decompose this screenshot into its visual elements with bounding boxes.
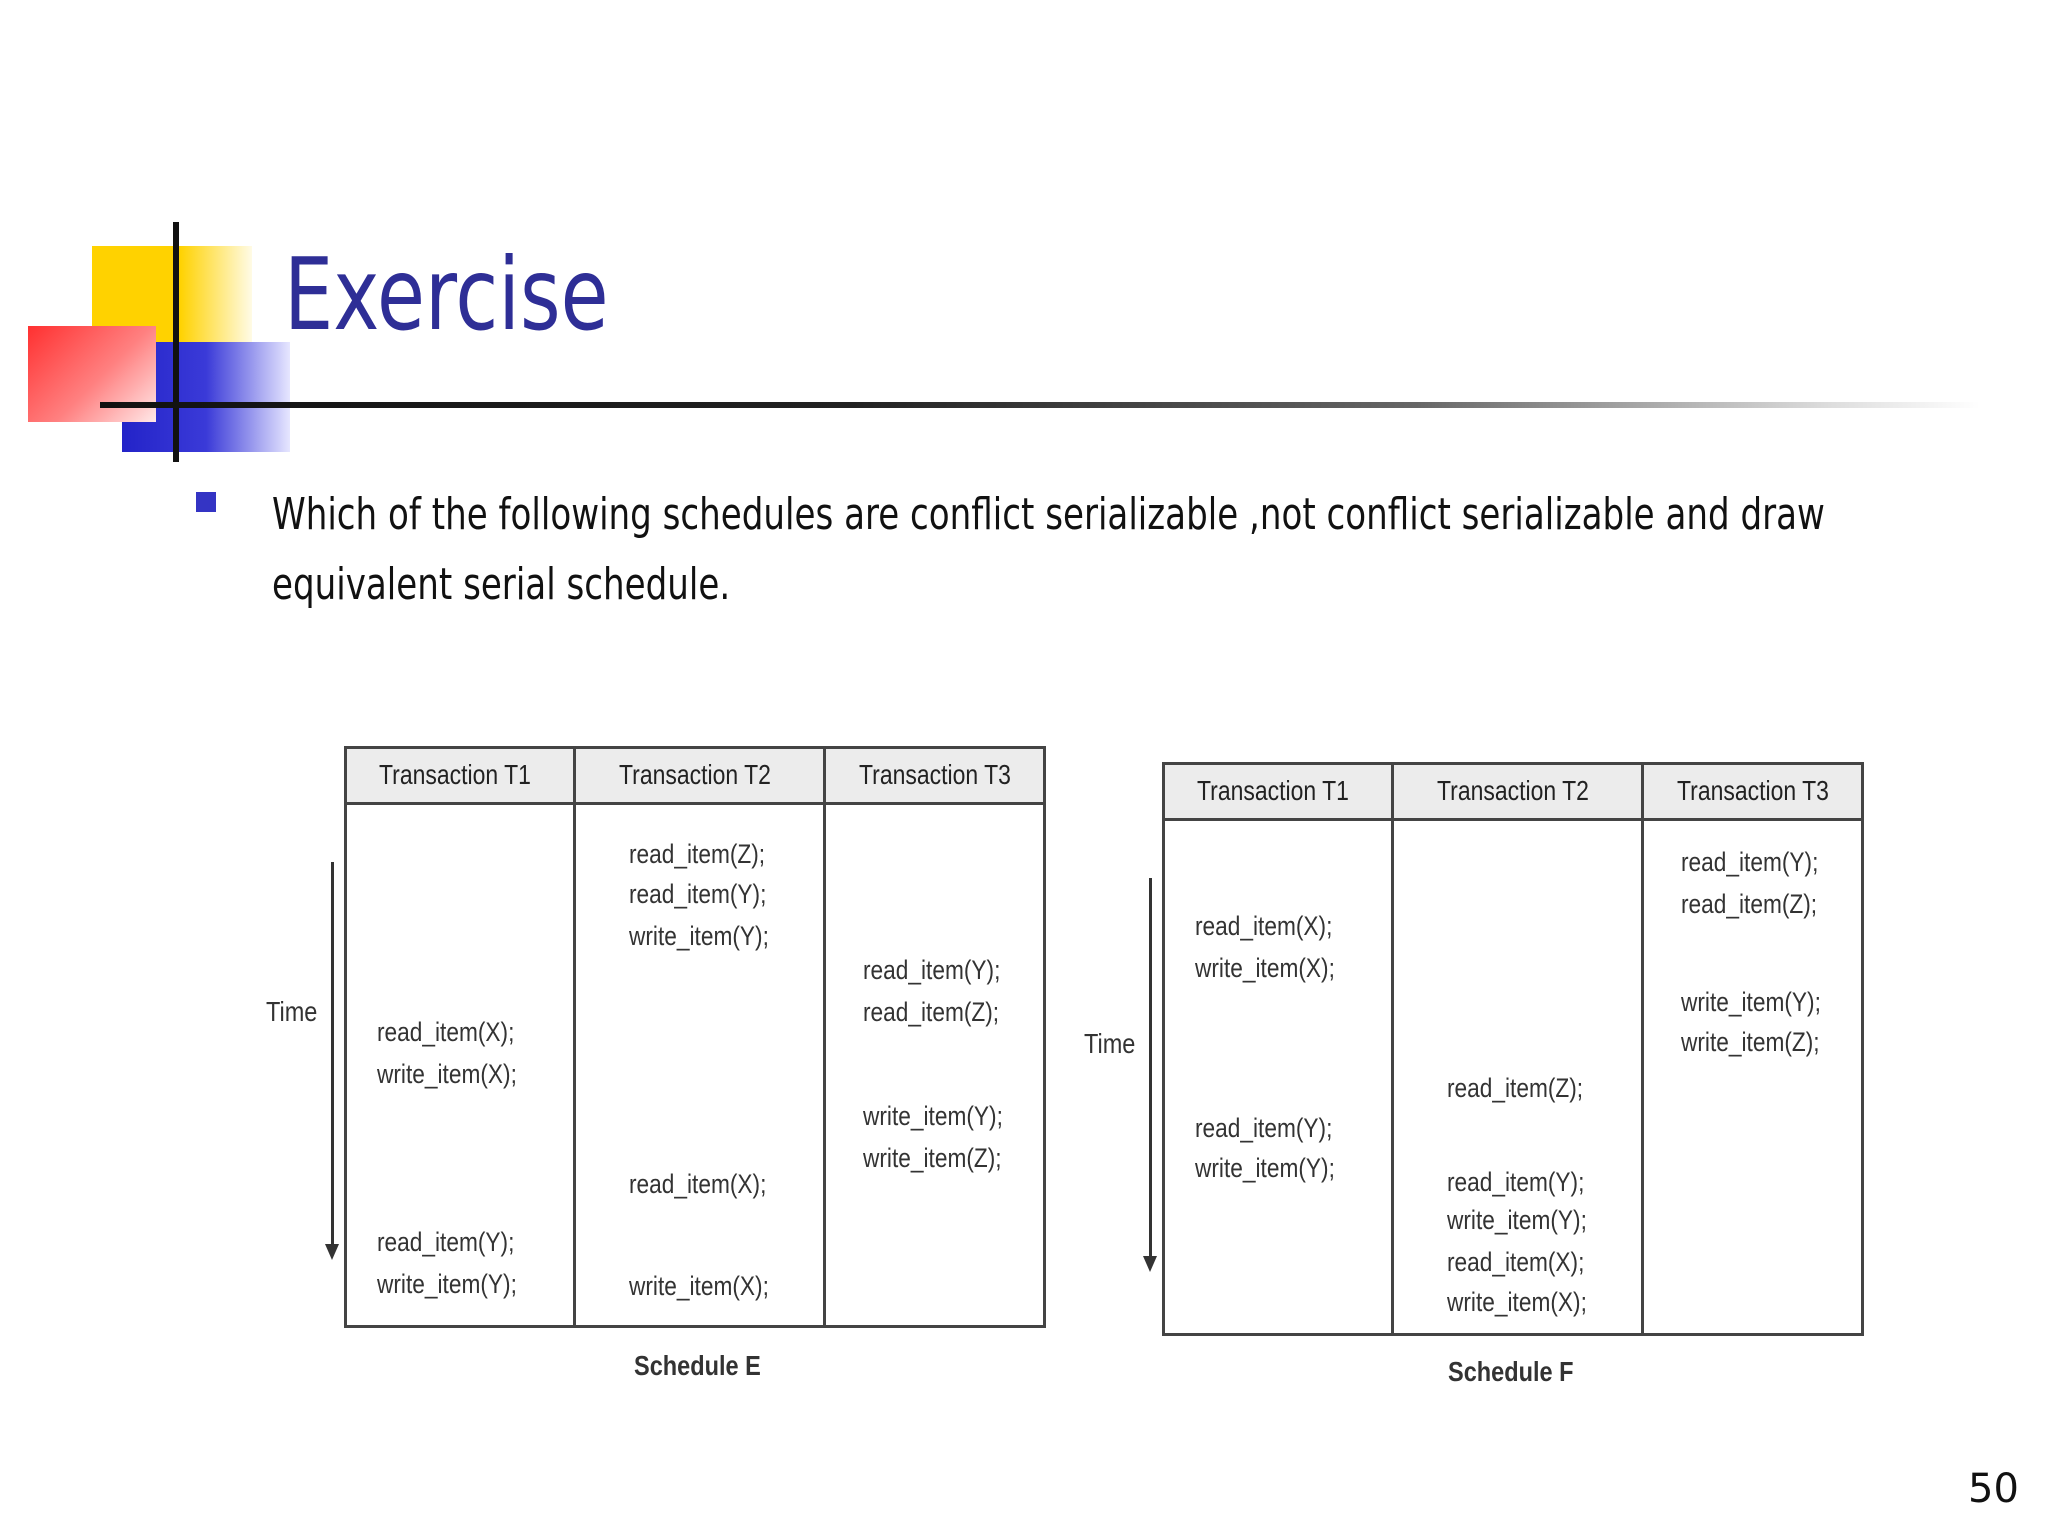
schedule-f-time-label: Time	[1084, 1028, 1136, 1059]
schedule-e-t2-op: write_item(Y);	[629, 921, 769, 951]
schedule-e-time-arrow	[331, 862, 334, 1246]
schedule-f-caption: Schedule F	[1448, 1356, 1574, 1387]
schedule-f-divider	[1391, 765, 1394, 1333]
schedule-f-t3-op: write_item(Y);	[1681, 987, 1821, 1017]
schedule-f-t2-op: read_item(X);	[1447, 1247, 1585, 1277]
schedule-e-t1-op: read_item(Y);	[377, 1227, 515, 1257]
schedule-f-t3-op: write_item(Z);	[1681, 1027, 1820, 1057]
schedule-e-header-t3: Transaction T3	[859, 759, 1011, 790]
schedule-e-header-t2: Transaction T2	[619, 759, 771, 790]
schedule-f-header-t3: Transaction T3	[1677, 775, 1829, 806]
schedule-f-t1-op: read_item(X);	[1195, 911, 1333, 941]
schedule-e-t2-op: write_item(X);	[629, 1271, 769, 1301]
bullet-text: Which of the following schedules are conflict serializable ,not conflict serializable and draw equivalent serial schedule.	[272, 489, 1825, 610]
schedule-e-time-label: Time	[266, 996, 318, 1027]
schedule-e-header-t1: Transaction T1	[379, 759, 531, 790]
schedule-e-t2-op: read_item(X);	[629, 1169, 767, 1199]
schedule-f-t1-op: write_item(X);	[1195, 953, 1335, 983]
schedule-f-divider	[1641, 765, 1644, 1333]
schedule-e-t3-op: read_item(Z);	[863, 997, 1000, 1027]
schedule-f-t1-op: read_item(Y);	[1195, 1113, 1333, 1143]
title-underline	[100, 402, 1980, 408]
schedule-e-t2-op: read_item(Z);	[629, 839, 766, 869]
page-number: 50	[1968, 1466, 2019, 1512]
schedule-e-t1-op: read_item(X);	[377, 1017, 515, 1047]
schedule-e-table	[344, 746, 1046, 1328]
schedule-e-t3-op: write_item(Y);	[863, 1101, 1003, 1131]
schedule-f-time-arrow	[1149, 878, 1152, 1258]
schedule-f-header-t1: Transaction T1	[1197, 775, 1349, 806]
schedule-f-header-t2: Transaction T2	[1437, 775, 1589, 806]
schedule-e-t3-op: write_item(Z);	[863, 1143, 1002, 1173]
schedule-f-t2-op: write_item(X);	[1447, 1287, 1587, 1317]
schedule-e-t3-op: read_item(Y);	[863, 955, 1001, 985]
schedule-e-divider	[823, 749, 826, 1325]
schedule-e-caption: Schedule E	[634, 1350, 761, 1381]
schedule-e-t1-op: write_item(Y);	[377, 1269, 517, 1299]
schedule-f-t2-op: read_item(Z);	[1447, 1073, 1584, 1103]
schedule-e-divider	[573, 749, 576, 1325]
bullet-marker	[196, 492, 216, 512]
schedule-f-t1-op: write_item(Y);	[1195, 1153, 1335, 1183]
schedule-f-t3-op: read_item(Z);	[1681, 889, 1818, 919]
schedule-f-t3-op: read_item(Y);	[1681, 847, 1819, 877]
schedule-f-table	[1162, 762, 1864, 1336]
slide-title: Exercise	[284, 236, 609, 353]
logo-vertical-line	[173, 222, 179, 462]
schedule-e-t2-op: read_item(Y);	[629, 879, 767, 909]
schedule-e-t1-op: write_item(X);	[377, 1059, 517, 1089]
schedule-f-t2-op: read_item(Y);	[1447, 1167, 1585, 1197]
schedule-f-t2-op: write_item(Y);	[1447, 1205, 1587, 1235]
